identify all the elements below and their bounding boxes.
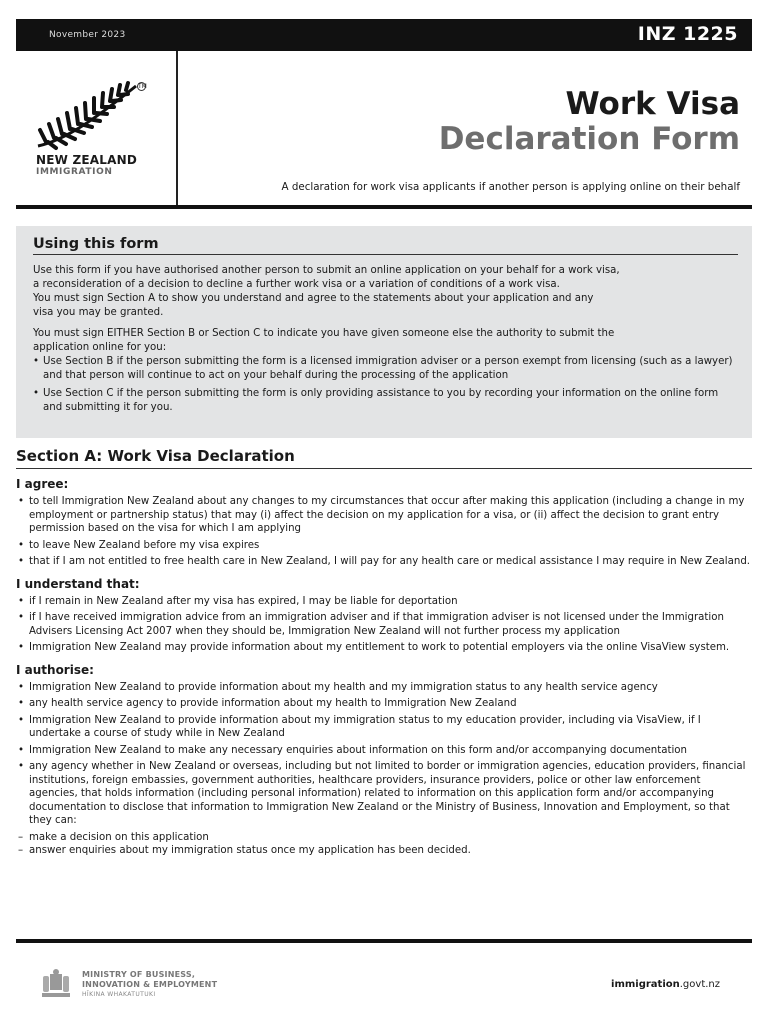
header-rule: [16, 205, 752, 209]
list-item: • to leave New Zealand before my visa expires: [16, 539, 752, 553]
list-item: • Immigration New Zealand may provide information about my entitlement to work to potential employers via the online VisaView system.: [16, 641, 752, 655]
nz-immigration-logo: [36, 80, 156, 180]
header-bar: [16, 19, 752, 51]
mbie-name-line1: MINISTRY OF BUSINESS,: [82, 970, 196, 979]
list-item: • that if I am not entitled to free health care in New Zealand, I will pay for any health care or medical assistance I may require in New Zealand.: [16, 555, 752, 569]
using-this-form-panel: [16, 226, 752, 438]
page-title-secondary: Declaration Form: [438, 121, 740, 157]
using-form-text: a reconsideration of a decision to decline a further work visa or a variation of conditions of a work visa.: [33, 279, 560, 290]
footer-rule: [16, 939, 752, 943]
using-form-heading: Using this form: [33, 236, 738, 255]
url-domain: immigration: [611, 979, 680, 990]
agree-heading: I agree:: [16, 477, 69, 491]
using-form-text: visa you may be granted.: [33, 307, 164, 318]
coat-of-arms-icon: [40, 968, 72, 1000]
list-item: • if I remain in New Zealand after my visa has expired, I may be liable for deportation: [16, 595, 752, 609]
mbie-logo: [40, 968, 240, 1002]
logo-line-immigration: IMMIGRATION: [36, 167, 113, 177]
section-a: [16, 447, 752, 858]
using-form-text: Use this form if you have authorised another person to submit an online application on your behalf for a work visa,: [33, 265, 620, 276]
mbie-name-line2: INNOVATION & EMPLOYMENT: [82, 980, 218, 989]
trademark-mark: TM: [138, 83, 147, 90]
url-suffix: .govt.nz: [679, 979, 720, 990]
list-item: • Immigration New Zealand to make any necessary enquiries about information on this form and/or accompanying documentation: [16, 744, 752, 758]
silver-fern-icon: [36, 80, 146, 152]
list-item: • if I have received immigration advice from an immigration adviser and if that immigration adviser is not licensed under the Immigration Advisers Licensing Act 2007 when they should be, Immigration New Zealand will not further process my application: [16, 611, 752, 638]
mbie-maori-name: HĪKINA WHAKATUTUKI: [82, 991, 156, 998]
using-form-bullet: • Use Section C if the person submitting the form is only providing assistance to you by recording your information on the online form and submitting it for you.: [33, 387, 738, 415]
using-form-text: You must sign EITHER Section B or Section C to indicate you have given someone else the authority to submit the: [33, 328, 615, 339]
sub-list-item: – make a decision on this application: [16, 831, 752, 845]
list-item: • any agency whether in New Zealand or overseas, including but not limited to border or immigration agencies, education providers, financial institutions, foreign embassies, government authorities, healthcare providers, insurance providers, police or other law enforcement agencies, that holds information (including personal information) related to information on this application form and/or accompanying documentation to disclose that information to Immigration New Zealand or the Ministry of Business, Innovation and Employment, so that they can:: [16, 760, 752, 828]
using-form-text: application online for you:: [33, 342, 167, 353]
list-item: • Immigration New Zealand to provide information about my immigration status to my education provider, including via VisaView, if I undertake a course of study while in New Zealand: [16, 714, 752, 741]
using-form-bullet: • Use Section B if the person submitting the form is a licensed immigration adviser or a person exempt from licensing (such as a lawyer) and that person will continue to act on your behalf during the processing of the application: [33, 355, 738, 383]
list-item: • Immigration New Zealand to provide information about my health and my immigration status to any health service agency: [16, 681, 752, 695]
sub-list-item: – answer enquiries about my immigration status once my application has been decided.: [16, 844, 752, 858]
list-item: • to tell Immigration New Zealand about any changes to my circumstances that occur after making this application (including a change in my employment or partnership status) that may (i) affect the decision on my application for a visa, or (ii) affect the decision to grant entry permission based on the visa for which I am applying: [16, 495, 752, 536]
list-item: • any health service agency to provide information about my health to Immigration New Zealand: [16, 697, 752, 711]
section-a-heading: Section A: Work Visa Declaration: [16, 447, 752, 469]
authorise-heading: I authorise:: [16, 662, 94, 677]
page-title: Work Visa: [565, 86, 740, 122]
header-divider: [176, 51, 178, 206]
form-date: November 2023: [49, 30, 126, 40]
using-form-text: You must sign Section A to show you understand and agree to the statements about your application and any: [33, 293, 594, 304]
page-subtitle: A declaration for work visa applicants if another person is applying online on their behalf: [281, 181, 740, 193]
website-link[interactable]: [611, 979, 720, 990]
understand-heading: I understand that:: [16, 576, 140, 591]
logo-line-nz: NEW ZEALAND: [36, 153, 137, 167]
form-code: INZ 1225: [637, 23, 738, 45]
